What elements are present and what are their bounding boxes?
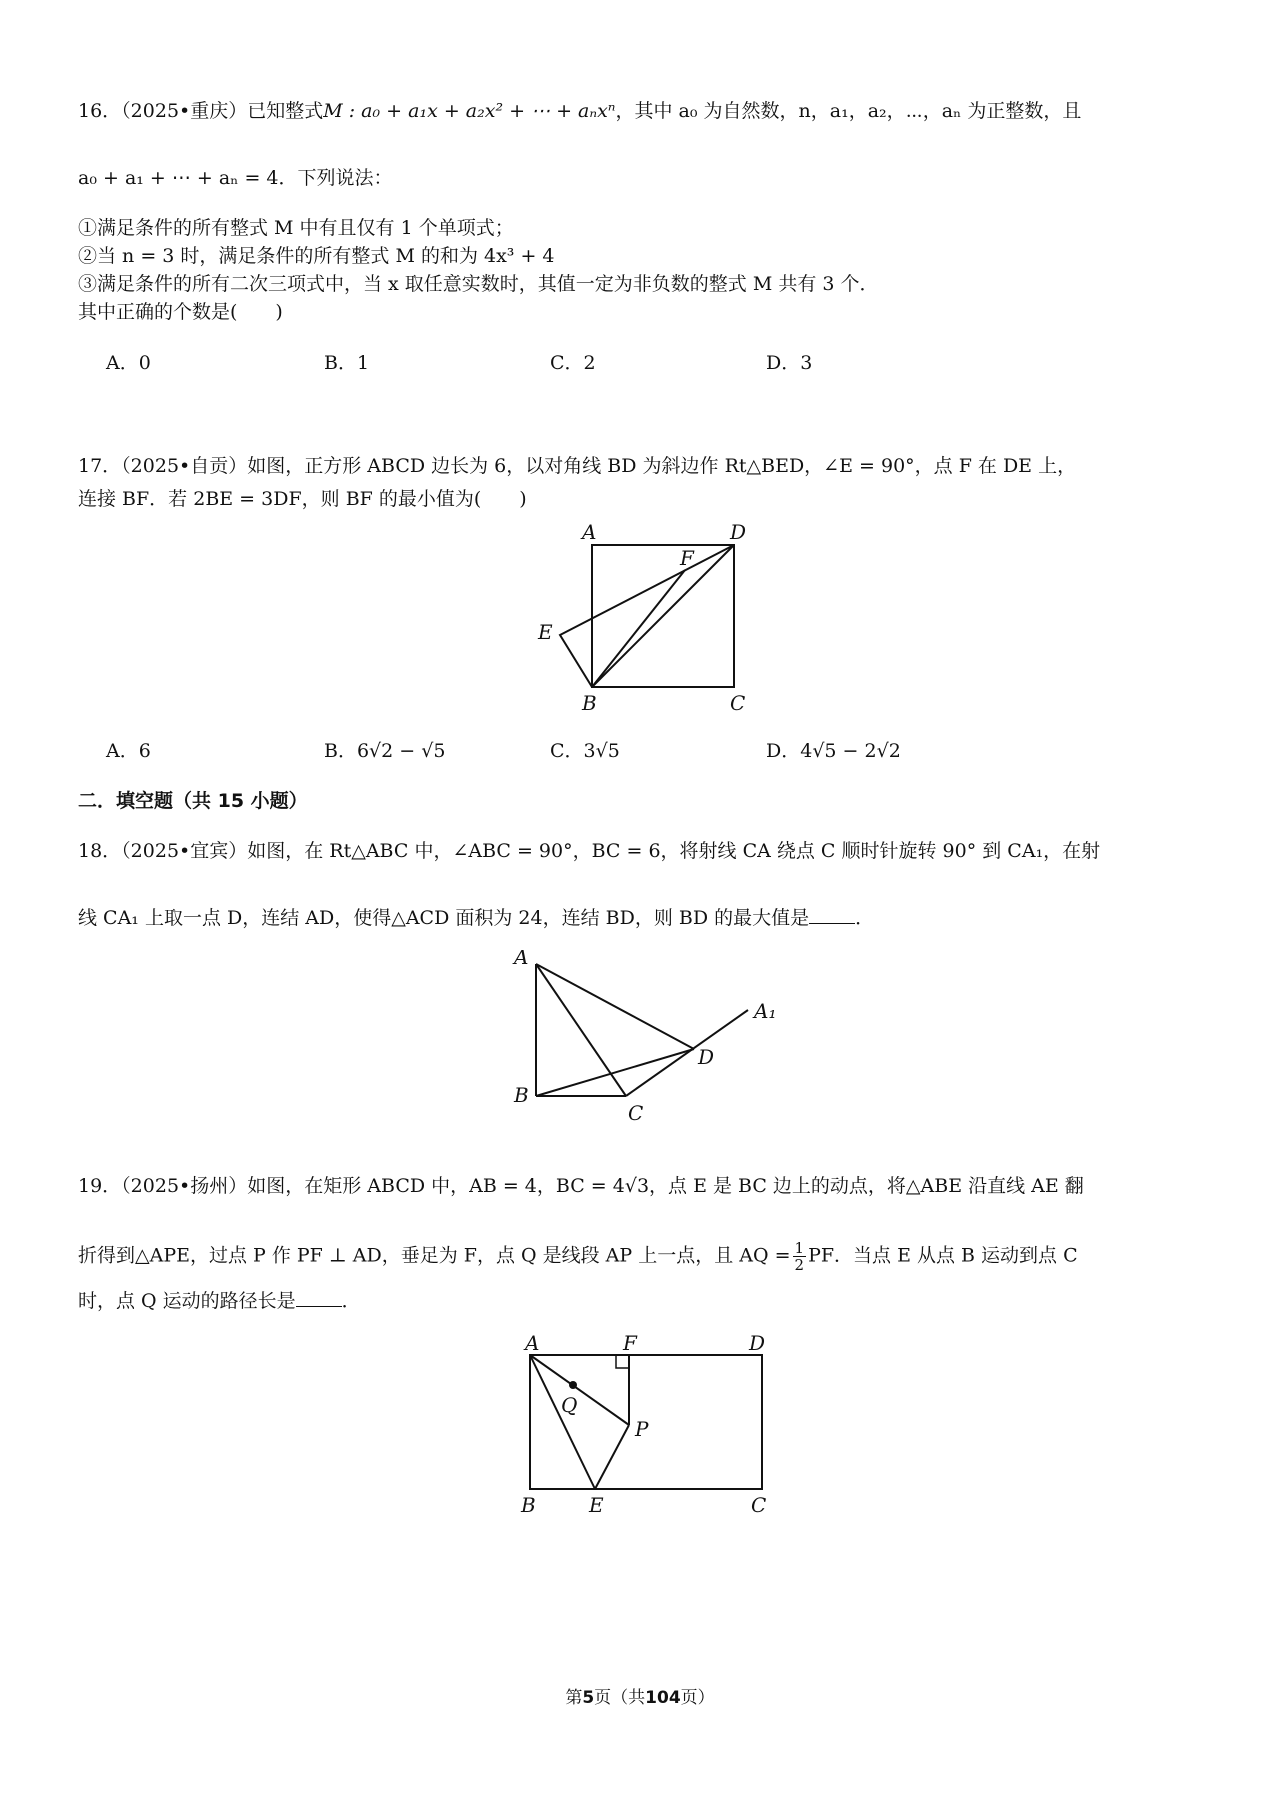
q18-answer-blank bbox=[809, 905, 855, 924]
label-d: D bbox=[730, 520, 747, 544]
q17-option-b: B．6√2 − √5 bbox=[324, 740, 446, 762]
q19-line3 bbox=[78, 1288, 1210, 1314]
label-b: B bbox=[582, 691, 597, 715]
right-angle-mark bbox=[616, 1355, 629, 1368]
q16-stem-b: ，其中 a₀ 为自然数，n，a₁，a₂，⋯，aₙ 为正整数，且 bbox=[615, 100, 1082, 122]
point-q bbox=[569, 1381, 577, 1389]
footer-total-pages: 104 bbox=[645, 1688, 681, 1708]
q16-formula: M : a₀ + a₁x + a₂x² + ⋯ + aₙxⁿ bbox=[323, 100, 616, 122]
q16-line2: a₀ + a₁ + ⋯ + aₙ = 4．下列说法： bbox=[78, 167, 393, 189]
segment-ap bbox=[530, 1355, 629, 1425]
q19-figure bbox=[505, 1330, 790, 1520]
q16-stem-a: 16．（2025•重庆）已知整式 bbox=[78, 100, 324, 122]
segment-ac bbox=[536, 964, 626, 1096]
label-c: C bbox=[751, 1493, 767, 1517]
q18-line2-text: 线 CA₁ 上取一点 D，连结 AD，使得△ACD 面积为 24，连结 BD，则 BD 的最大值是 bbox=[78, 907, 810, 929]
q16-ask: 其中正确的个数是( ) bbox=[78, 301, 283, 323]
q16-option-b: B．1 bbox=[324, 352, 370, 374]
page-footer bbox=[0, 1683, 1280, 1708]
q18-line2 bbox=[78, 905, 1210, 931]
footer-pre: 第 bbox=[565, 1688, 583, 1708]
label-f: F bbox=[680, 546, 694, 570]
label-c: C bbox=[730, 691, 746, 715]
segment-bd bbox=[536, 1049, 694, 1096]
segment-pe bbox=[595, 1425, 629, 1489]
label-b: B bbox=[521, 1493, 536, 1517]
label-d: D bbox=[698, 1045, 715, 1069]
label-b: B bbox=[514, 1083, 529, 1107]
q16-option-a: A．0 bbox=[106, 352, 151, 374]
q19-line2b: PF．当点 E 从点 B 运动到点 C bbox=[808, 1244, 1078, 1267]
triangle-bed bbox=[560, 545, 734, 687]
label-e: E bbox=[538, 620, 553, 644]
segment-bf bbox=[592, 570, 685, 687]
q19-fraction bbox=[793, 1240, 807, 1273]
q19-end: ． bbox=[341, 1290, 361, 1312]
q18-end: ． bbox=[855, 907, 875, 929]
q19-answer-blank bbox=[296, 1288, 342, 1307]
q16-stem bbox=[78, 98, 1210, 124]
label-d: D bbox=[749, 1331, 766, 1355]
q16-statement-1: ①满足条件的所有整式 M 中有且仅有 1 个单项式； bbox=[78, 217, 514, 239]
q18-figure bbox=[500, 950, 790, 1130]
q16-statement-2: ②当 n = 3 时，满足条件的所有整式 M 的和为 4x³ + 4 bbox=[78, 245, 555, 267]
q17-line2: 连接 BF．若 2BE = 3DF，则 BF 的最小值为( ) bbox=[78, 488, 527, 510]
q19-line2 bbox=[78, 1240, 1210, 1273]
footer-page-number: 5 bbox=[582, 1688, 595, 1708]
q17-option-d: D．4√5 − 2√2 bbox=[766, 740, 901, 762]
q16-option-c: C．2 bbox=[550, 352, 596, 374]
q17-line1: 17．（2025•自贡）如图，正方形 ABCD 边长为 6，以对角线 BD 为斜边作 Rt△BED，∠E = 90°，点 F 在 DE 上， bbox=[78, 455, 1077, 477]
q17-option-a: A．6 bbox=[106, 740, 151, 762]
q19-line1: 19．（2025•扬州）如图，在矩形 ABCD 中，AB = 4，BC = 4√3，点 E 是 BC 边上的动点，将△ABE 沿直线 AE 翻 bbox=[78, 1175, 1084, 1197]
label-c: C bbox=[628, 1101, 644, 1125]
label-a: A bbox=[582, 520, 597, 544]
label-a1: A₁ bbox=[754, 999, 777, 1023]
footer-mid: 页（共 bbox=[594, 1688, 646, 1708]
label-p: P bbox=[635, 1417, 649, 1441]
q18-line1: 18．（2025•宜宾）如图，在 Rt△ABC 中，∠ABC = 90°，BC = 6，将射线 CA 绕点 C 顺时针旋转 90° 到 CA₁，在射 bbox=[78, 840, 1101, 862]
diagonal-bd bbox=[592, 545, 734, 687]
label-f: F bbox=[623, 1331, 637, 1355]
q17-figure bbox=[530, 515, 780, 715]
q16-option-d: D．3 bbox=[766, 352, 813, 374]
q17-option-c: C．3√5 bbox=[550, 740, 620, 762]
footer-post: 页） bbox=[680, 1688, 715, 1708]
segment-ae bbox=[530, 1355, 595, 1489]
label-e: E bbox=[589, 1493, 604, 1517]
label-q: Q bbox=[561, 1393, 578, 1417]
q19-frac-den: 2 bbox=[794, 1256, 805, 1274]
q19-line2a: 折得到△APE，过点 P 作 PF ⊥ AD，垂足为 F，点 Q 是线段 AP 上一点，且 AQ = bbox=[78, 1244, 791, 1267]
q19-frac-num: 1 bbox=[794, 1239, 805, 1257]
label-a: A bbox=[525, 1331, 540, 1355]
section-heading: 二．填空题（共 15 小题） bbox=[78, 790, 308, 812]
q16-statement-3: ③满足条件的所有二次三项式中，当 x 取任意实数时，其值一定为非负数的整式 M 共有 3 个． bbox=[78, 273, 879, 295]
label-a: A bbox=[514, 950, 529, 969]
q19-line3-text: 时，点 Q 运动的路径长是 bbox=[78, 1290, 296, 1312]
segment-ad bbox=[536, 964, 694, 1049]
